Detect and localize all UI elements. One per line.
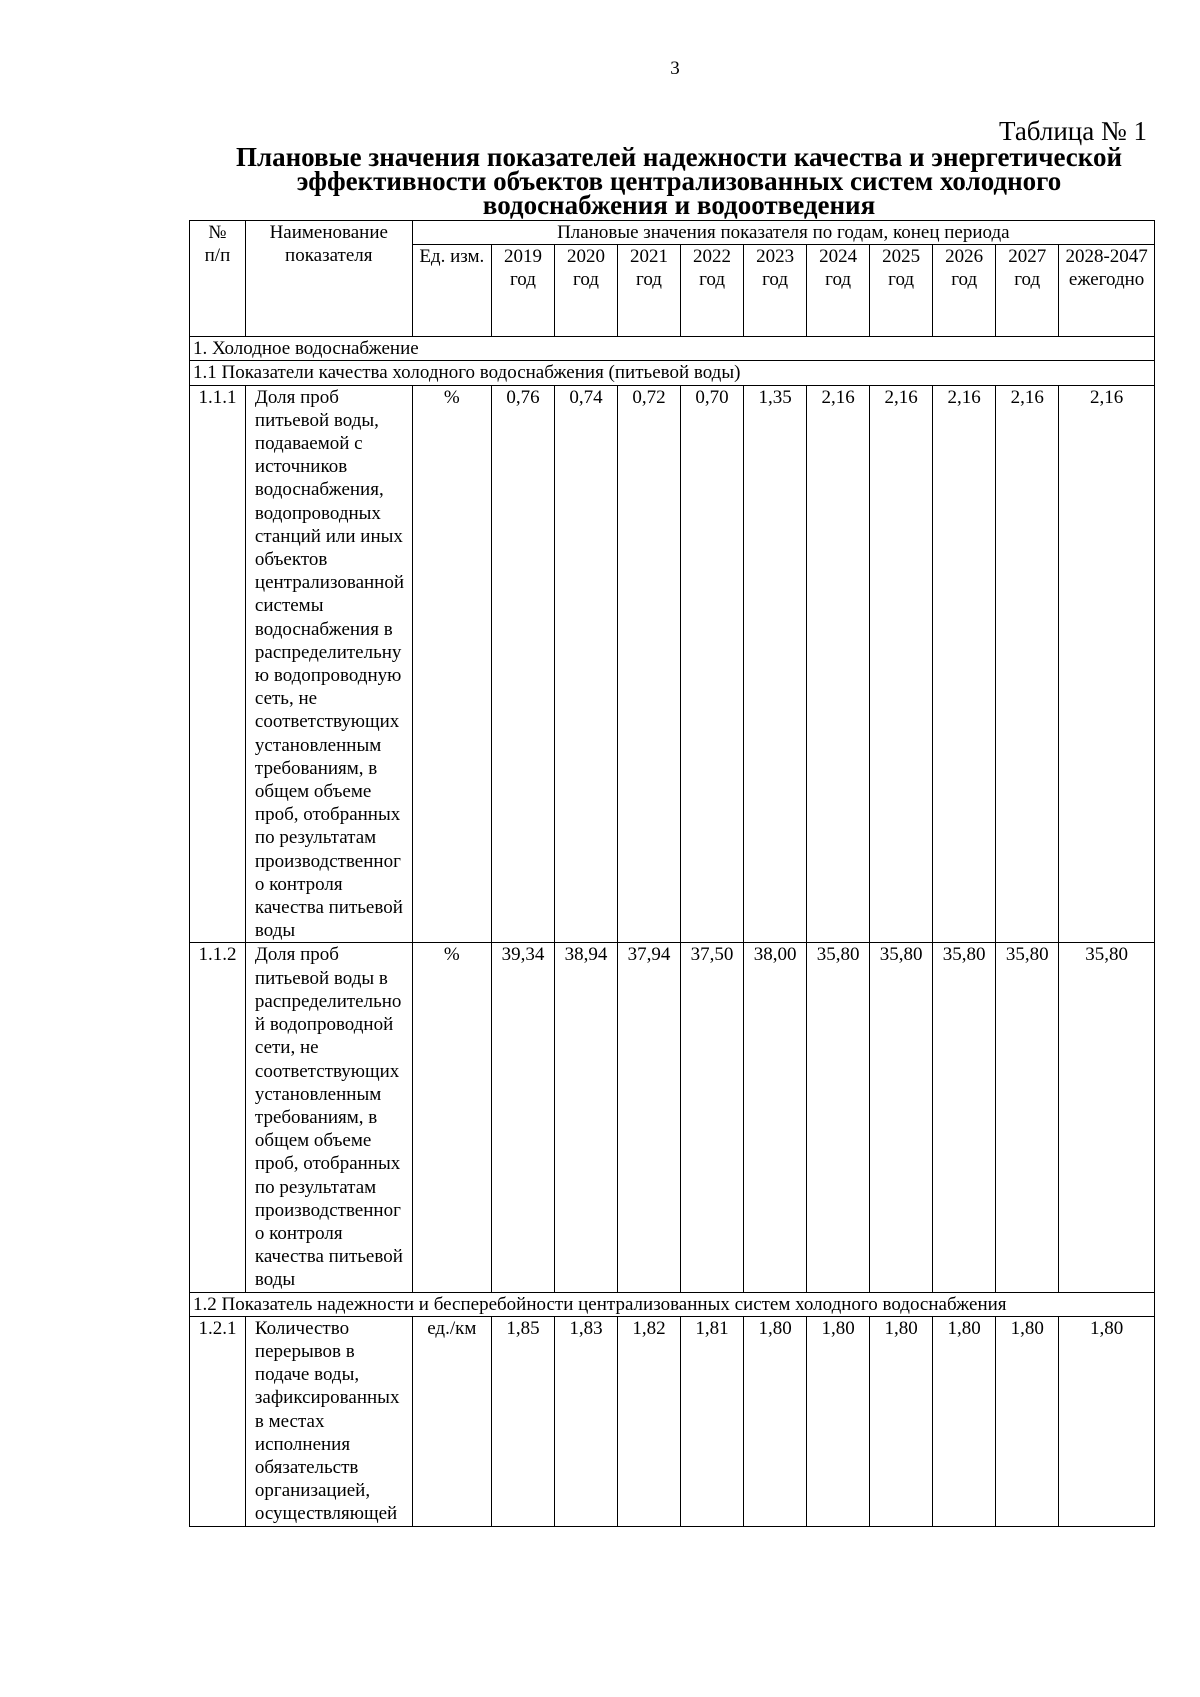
row-value: 38,94 (554, 943, 617, 1292)
row-value: 2,16 (870, 385, 933, 943)
section-reliability: 1.2 Показатель надежности и бесперебойности централизованных систем холодного водоснабжения (190, 1292, 1155, 1316)
row-value: 1,80 (933, 1316, 996, 1526)
row-value: 35,80 (870, 943, 933, 1292)
section-row (190, 361, 1155, 385)
header-num-line1: № (208, 222, 227, 243)
row-value: 1,82 (618, 1316, 681, 1526)
table-row (190, 1316, 1155, 1526)
title-line-3: водоснабжения и водоотведения (482, 190, 876, 220)
row-unit: % (412, 943, 491, 1292)
row-value: 0,72 (618, 385, 681, 943)
row-last-value: 35,80 (1059, 943, 1155, 1292)
header-name (245, 221, 412, 337)
row-value: 37,94 (618, 943, 681, 1292)
title-line-2: эффективности объектов централизованных систем холодного (296, 166, 1062, 196)
section-cold-water: 1. Холодное водоснабжение (190, 337, 1155, 361)
row-value: 2,16 (933, 385, 996, 943)
row-value: 1,81 (681, 1316, 744, 1526)
row-value: 1,80 (996, 1316, 1059, 1526)
row-value: 0,76 (491, 385, 554, 943)
row-value: 39,34 (491, 943, 554, 1292)
row-value: 1,83 (554, 1316, 617, 1526)
header-name-line1: Наименование (269, 222, 388, 243)
header-year: 2021 год (618, 245, 681, 337)
row-value: 1,80 (807, 1316, 870, 1526)
title-line-1: Плановые значения показателей надежности качества и энергетической (235, 142, 1123, 172)
row-last-value: 2,16 (1059, 385, 1155, 943)
header-year: 2024 год (807, 245, 870, 337)
page-number: 3 (670, 58, 680, 79)
row-unit: ед./км (412, 1316, 491, 1526)
section-row (190, 1292, 1155, 1316)
header-year: 2022 год (681, 245, 744, 337)
header-year: 2027 год (996, 245, 1059, 337)
table-label: Таблица № 1 (999, 116, 1147, 146)
row-value: 1,35 (744, 385, 807, 943)
header-last-period: 2028-2047 ежегодно (1059, 245, 1155, 337)
row-name: Количество перерывов в подаче воды, зафиксированных в местах исполнения обязательств организацией, осуществляющей (245, 1316, 412, 1526)
header-num-line2: п/п (204, 245, 231, 267)
table-row (190, 385, 1155, 943)
row-num: 1.1.2 (190, 943, 246, 1292)
row-value: 1,85 (491, 1316, 554, 1526)
section-quality: 1.1 Показатели качества холодного водоснабжения (питьевой воды) (190, 361, 1155, 385)
document-title (189, 142, 1169, 220)
row-name: Доля проб питьевой воды в распределительной водопроводной сети, не соответствующих установленным требованиям, в общем объеме проб, отобранных по результатам производственного контроля качества питьевой воды (245, 943, 412, 1292)
header-year: 2023 год (744, 245, 807, 337)
header-year: 2019 год (491, 245, 554, 337)
header-year: 2020 год (554, 245, 617, 337)
row-value: 35,80 (933, 943, 996, 1292)
row-name: Доля проб питьевой воды, подаваемой с источников водоснабжения, водопроводных станций или иных объектов централизованной системы водоснабжения в распределительную водопроводную сеть, не соответствующих установленным требованиям, в общем объеме проб, отобранных по результатам производственного контроля качества питьевой воды (245, 385, 412, 943)
row-value: 2,16 (996, 385, 1059, 943)
row-num: 1.1.1 (190, 385, 246, 943)
section-row (190, 337, 1155, 361)
row-value: 1,80 (744, 1316, 807, 1526)
row-value: 38,00 (744, 943, 807, 1292)
header-year: 2025 год (870, 245, 933, 337)
row-value: 0,70 (681, 385, 744, 943)
table-row (190, 943, 1155, 1292)
row-value: 35,80 (807, 943, 870, 1292)
row-value: 37,50 (681, 943, 744, 1292)
row-value: 35,80 (996, 943, 1059, 1292)
header-name-line2: показателя (285, 245, 373, 267)
indicators-table (189, 220, 1155, 1527)
header-num (190, 221, 246, 337)
header-row-1 (190, 221, 1155, 245)
row-value: 0,74 (554, 385, 617, 943)
header-group: Плановые значения показателя по годам, конец периода (412, 221, 1154, 245)
row-num: 1.2.1 (190, 1316, 246, 1526)
row-value: 1,80 (870, 1316, 933, 1526)
header-year: 2026 год (933, 245, 996, 337)
row-unit: % (412, 385, 491, 943)
row-last-value: 1,80 (1059, 1316, 1155, 1526)
header-unit: Ед. изм. (412, 245, 491, 337)
row-value: 2,16 (807, 385, 870, 943)
